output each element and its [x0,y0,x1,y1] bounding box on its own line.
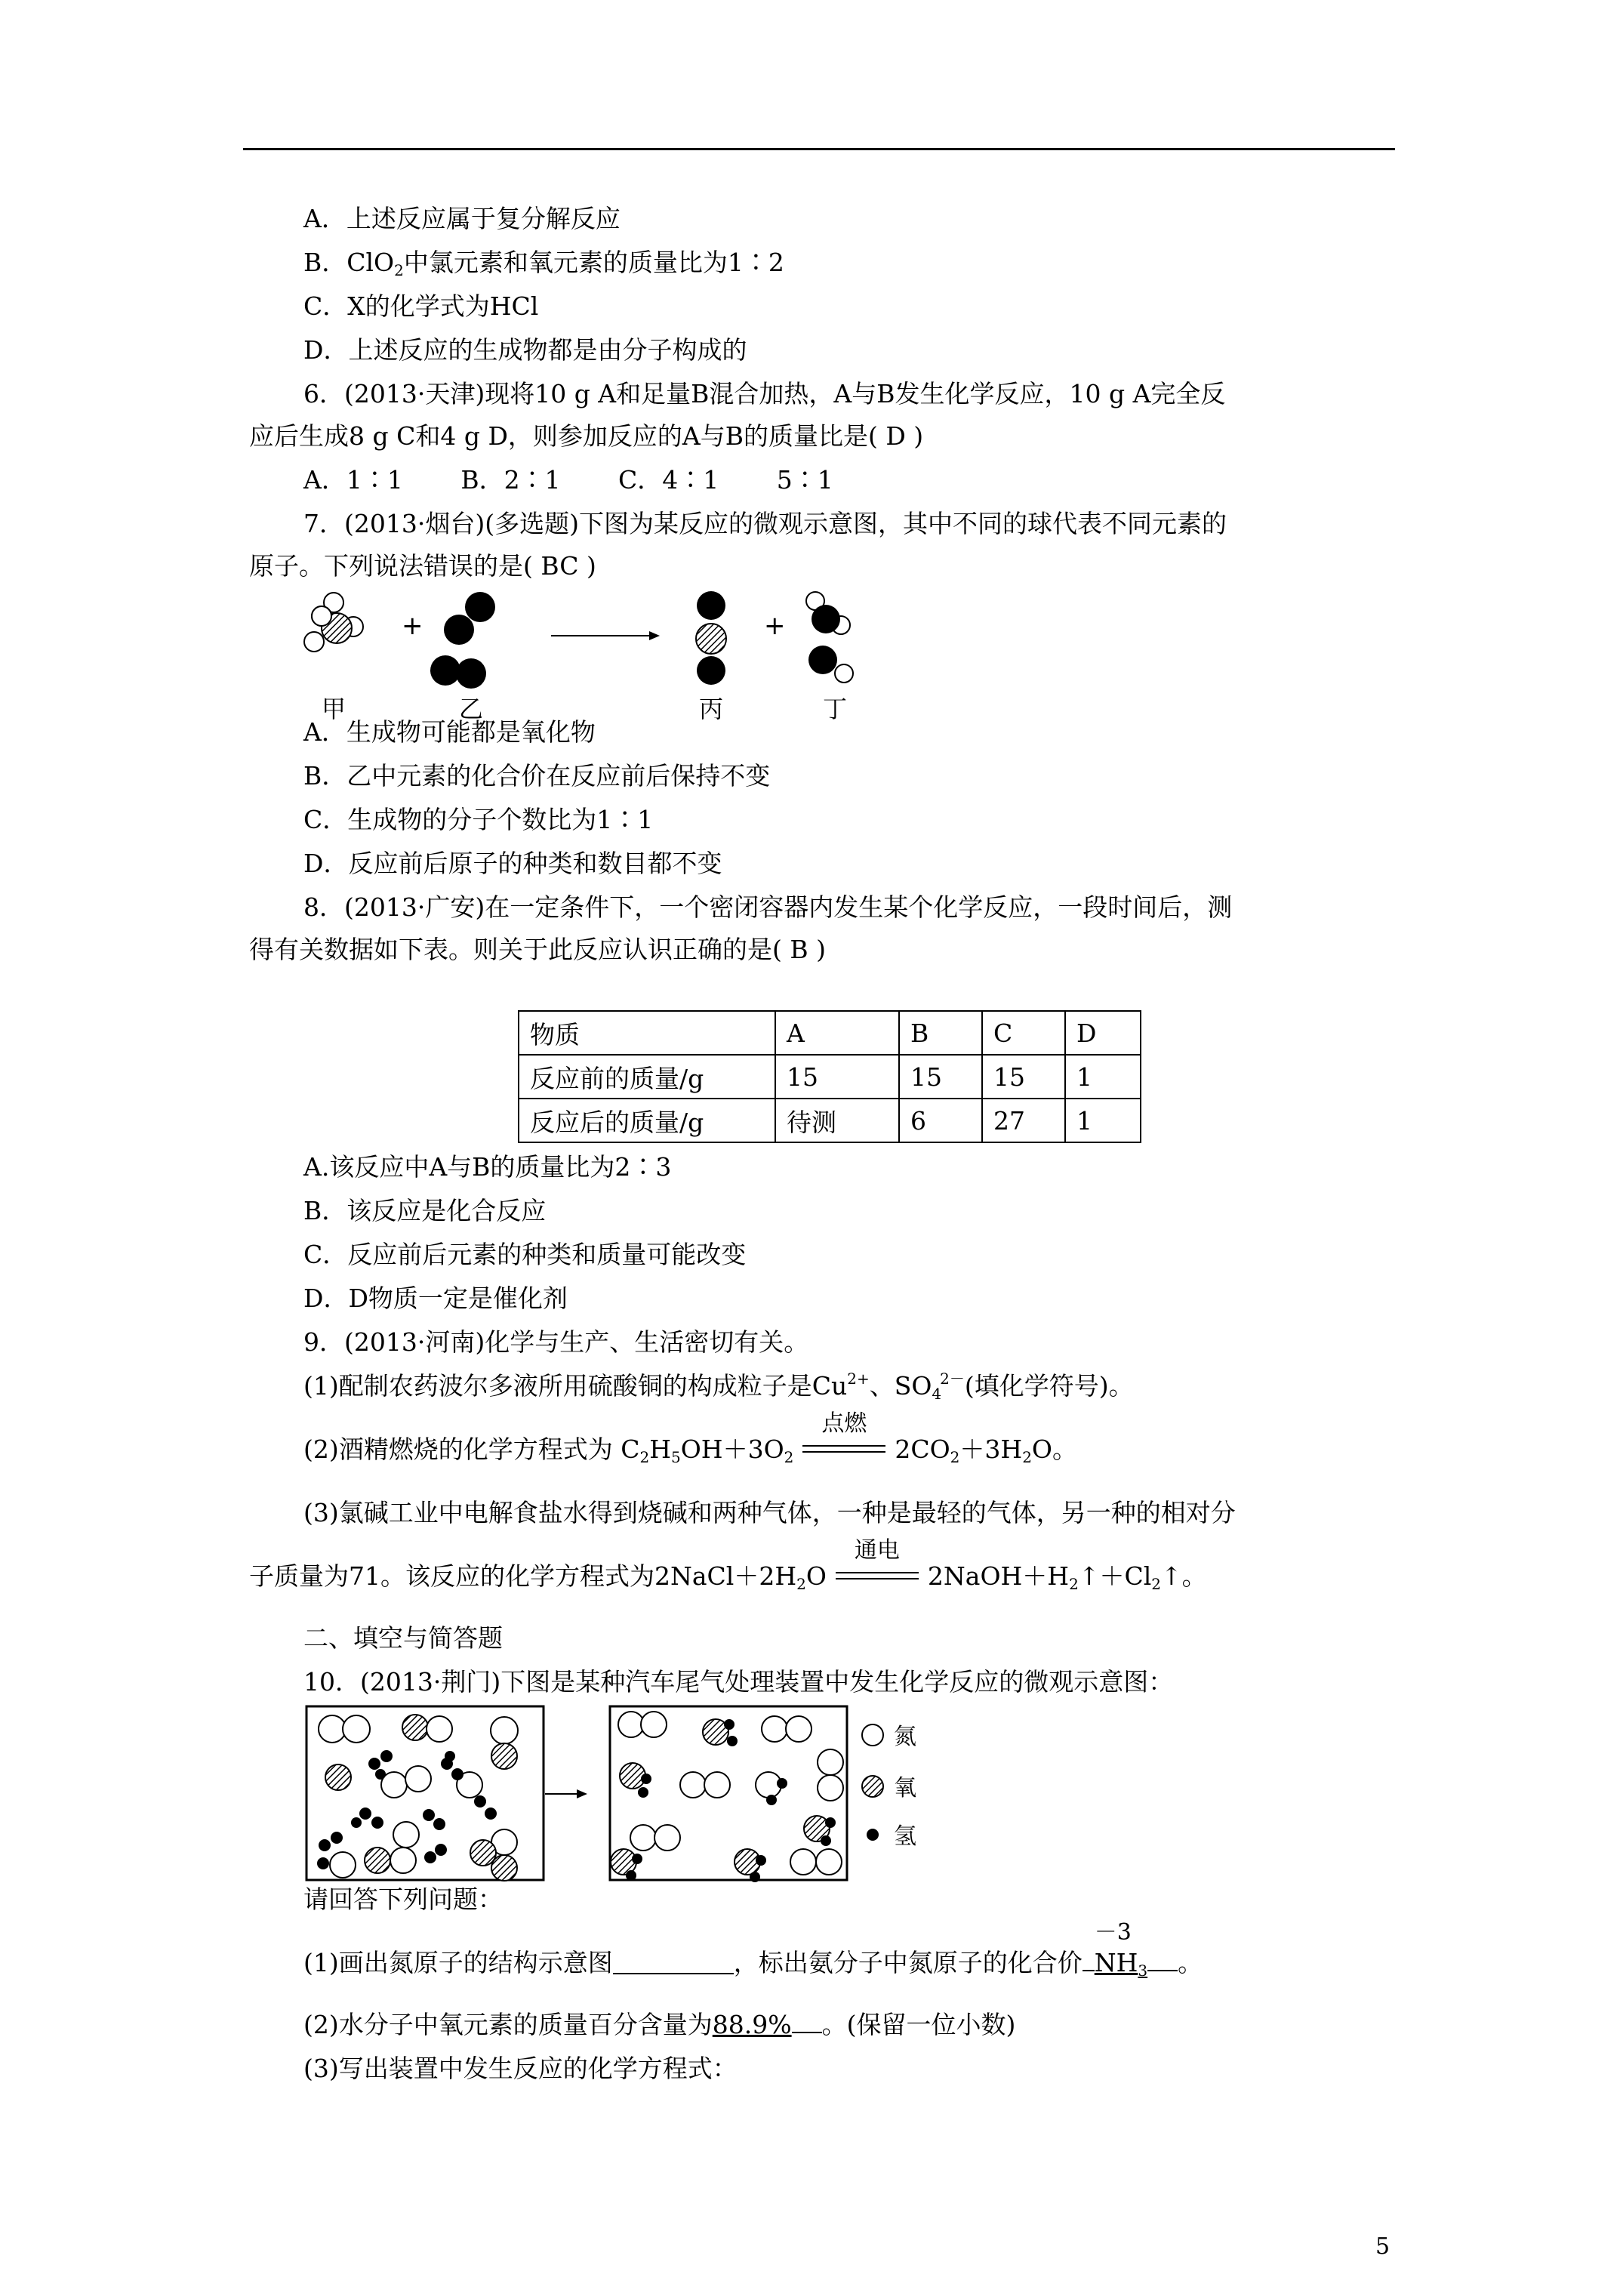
table-cell: 1 [1065,1099,1141,1142]
table-cell: 待测 [775,1099,899,1142]
q10-part2: (2)水分子中氧元素的质量百分含量为88.9% 。(保留一位小数) [303,2010,1016,2039]
q8-option-c: C．反应前后元素的种类和质量可能改变 [303,1240,747,1269]
legend-oxygen: 氧 [894,1775,916,1801]
q7-option-d: D．反应前后原子的种类和数目都不变 [303,849,722,878]
q5-option-d: D．上述反应的生成物都是由分子构成的 [303,335,747,365]
label-bing: 丙 [699,695,724,723]
q10-part1: (1)画出氮原子的结构示意图 ，标出氨分子中氮原子的化合价 －3 $NH_3$ 。 [303,1919,1203,1980]
label-ding: 丁 [823,695,848,723]
label-jia: 甲 [322,695,346,723]
molecule-yi [430,592,495,689]
q6-stem-line1: 6．(2013·天津)现将10 g A和足量B混合加热，A与B发生化学反应，10 g A完全反 [303,379,1226,408]
table-cell: D [1065,1011,1141,1055]
table-cell: 6 [899,1099,982,1142]
molecule-jia [304,593,363,652]
q10-prompt: 请回答下列问题： [303,1885,503,1914]
molecule-ding [806,592,853,683]
q7-stem-line1: 7．(2013·烟台)(多选题)下图为某反应的微观示意图，其中不同的球代表不同元素的 [303,509,1227,538]
table-row [519,1055,1141,1099]
table-cell: 15 [899,1055,982,1099]
q8-stem-line1: 8．(2013·广安)在一定条件下，一个密闭容器内发生某个化学反应，一段时间后，测 [303,892,1233,922]
table-row [519,1099,1141,1142]
table-cell: B [899,1011,982,1055]
plus-sign-2: + [764,611,786,641]
q9-part1: (1)配制农药波尔多液所用硫酸铜的构成粒子是$Cu^{2+}$、$SO_4^{2-}$(填化学符号)。 [303,1370,1134,1403]
q7-reaction-diagram [294,581,898,725]
table-cell: A [775,1011,899,1055]
table-cell: 物质 [519,1011,775,1055]
table-cell: C [982,1011,1065,1055]
q7-option-b: B．乙中元素的化合价在反应前后保持不变 [303,761,771,791]
q10-exhaust-reaction-diagram [302,1702,966,1886]
q7-stem-line2: 原子。下列说法错误的是( BC ) [249,551,596,581]
header-rule [243,148,1395,150]
table-cell: 反应前的质量/g [519,1055,775,1099]
legend-nitrogen: 氮 [894,1724,916,1750]
legend-hydrogen: 氢 [894,1823,916,1850]
q5-option-c: C．X的化学式为HCl [303,291,539,321]
table-cell: 15 [982,1055,1065,1099]
q9-stem: 9．(2013·河南)化学与生产、生活密切有关。 [303,1327,809,1357]
q9-part2-equation: (2)酒精燃烧的化学方程式为 $C_2H_5OH+3O_2$ 点燃 $2CO_2+3H_2O$。 [303,1410,1077,1466]
table-cell: 27 [982,1099,1065,1142]
q9-part3-equation: 子质量为71。该反应的化学方程式为$2NaCl+2H_2O$ 通电 $2NaOH+H_2↑+Cl_2↑$。 [249,1537,1207,1593]
q7-option-a: A．生成物可能都是氧化物 [303,717,596,747]
valence-mark: －3 N [1094,1919,1132,1977]
section-2-heading: 二、填空与简答题 [303,1623,503,1653]
table-cell: 反应后的质量/g [519,1099,775,1142]
reaction-condition: 通电 [836,1561,919,1592]
q5-option-a: A．上述反应属于复分解反应 [303,204,621,233]
table-header-row [519,1011,1141,1055]
q8-data-table [518,1010,1141,1143]
table-cell: 1 [1065,1055,1141,1099]
diagram-legend [862,1724,916,1850]
reaction-arrow [551,631,660,640]
q8-option-d: D．D物质一定是催化剂 [303,1284,568,1313]
q10-stem: 10．(2013·荆门)下图是某种汽车尾气处理装置中发生化学反应的微观示意图： [303,1667,1174,1697]
molecule-bing [696,591,726,685]
q6-options: A．1∶1 B．2∶1 C．4∶1 5∶1 [303,465,833,495]
q6-stem-line2: 应后生成8 g C和4 g D，则参加反应的A与B的质量比是( D ) [249,421,924,451]
q8-option-a: A.该反应中A与B的质量比为2∶3 [303,1152,672,1182]
answer-percentage: 88.9% [712,2010,792,2039]
q8-option-b: B．该反应是化合反应 [303,1196,547,1225]
q8-stem-line2: 得有关数据如下表。则关于此反应认识正确的是( B ) [249,935,826,964]
q9-part3-line1: (3)氯碱工业中电解食盐水得到烧碱和两种气体，一种是最轻的气体，另一种的相对分 [303,1498,1236,1527]
answer-blank[interactable] [613,1953,734,1974]
q10-part3: (3)写出装置中发生反应的化学方程式： [303,2054,738,2083]
plus-sign-1: + [402,611,423,641]
q5-option-b: B．ClO$_2$中氯元素和氧元素的质量比为1∶2 [303,248,784,279]
q7-option-c: C．生成物的分子个数比为1∶1 [303,805,654,834]
page-number: 5 [1375,2233,1390,2260]
table-cell: 15 [775,1055,899,1099]
reaction-condition: 点燃 [802,1435,885,1465]
label-yi: 乙 [459,695,484,723]
